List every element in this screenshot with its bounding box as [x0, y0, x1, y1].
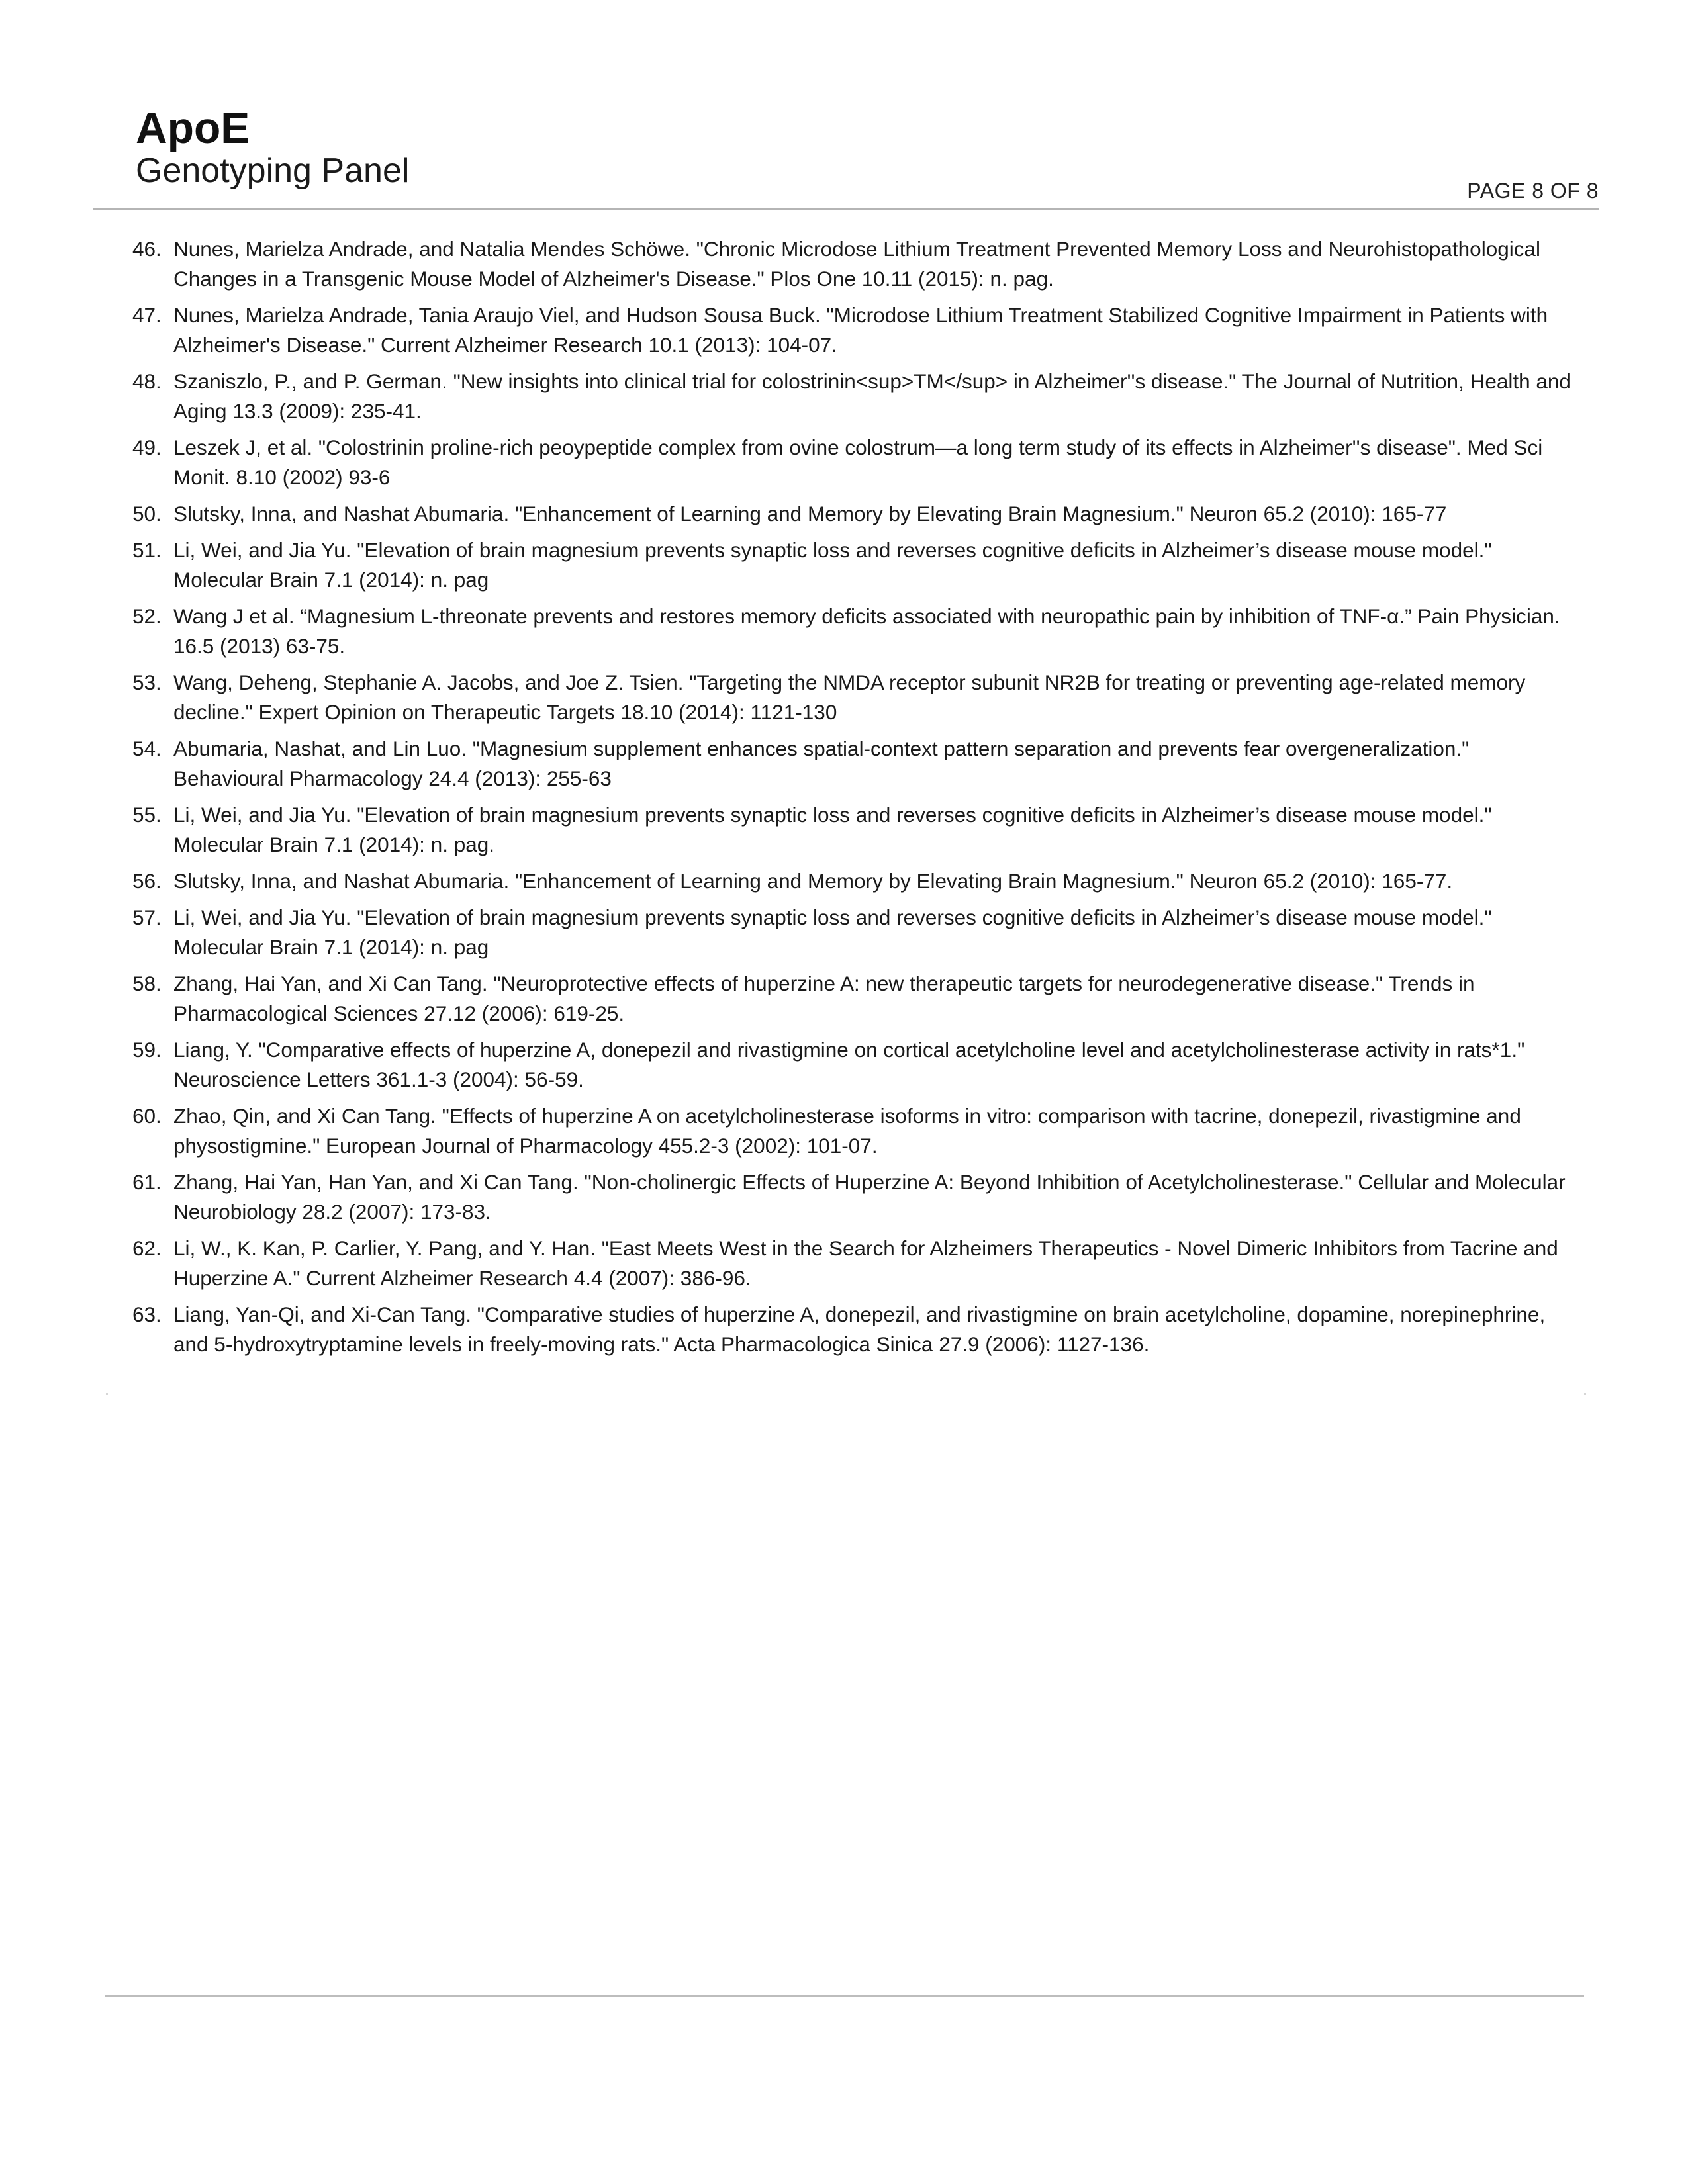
page-corner-mark — [1584, 1393, 1586, 1395]
reference-text: Liang, Yan-Qi, and Xi-Can Tang. "Comparative studies of huperzine A, donepezil, and rivastigmine on brain acetylcholine, dopamine, norepinephrine, and 5-hydroxytryptamine levels in freely-moving rats." Acta Pharmacologica Sinica 27.9 (2006): 1127-136. — [173, 1302, 1546, 1356]
reference-text: Wang, Deheng, Stephanie A. Jacobs, and Joe Z. Tsien. "Targeting the NMDA receptor subunit NR2B for treating or preventing age-related memory decline." Expert Opinion on Therapeutic Targets 18.10 (2014): 1121-130 — [173, 670, 1526, 724]
reference-number: 58. — [132, 972, 162, 995]
reference-number: 51. — [132, 538, 162, 562]
reference-number: 49. — [132, 435, 162, 459]
document-subtitle: Genotyping Panel — [136, 152, 410, 190]
reference-number: 55. — [132, 803, 162, 827]
reference-text: Nunes, Marielza Andrade, and Natalia Mendes Schöwe. "Chronic Microdose Lithium Treatment Prevented Memory Loss and Neurohistopathological Changes in a Transgenic Mouse Model of Alzheimer's Disease." Plos One 10.11 (2015): n. pag. — [173, 237, 1541, 291]
reference-number: 50. — [132, 502, 162, 525]
reference-text: Li, W., K. Kan, P. Carlier, Y. Pang, and Y. Han. "East Meets West in the Search for Alzheimers Therapeutics - Novel Dimeric Inhibitors from Tacrine and Huperzine A." Current Alzheimer Research 4.4 (2007): 386-96. — [173, 1236, 1558, 1290]
reference-item — [132, 800, 1575, 860]
reference-number: 56. — [132, 869, 162, 893]
reference-list — [132, 234, 1575, 1366]
reference-item — [132, 300, 1575, 360]
reference-text: Zhang, Hai Yan, Han Yan, and Xi Can Tang. "Non-cholinergic Effects of Huperzine A: Beyond Inhibition of Acetylcholinesterase." Cellular and Molecular Neurobiology 28.2 (2007): 173-83. — [173, 1170, 1566, 1224]
reference-number: 53. — [132, 670, 162, 694]
reference-text: Szaniszlo, P., and P. German. "New insights into clinical trial for colostrinin<sup>TM</sup> in Alzheimer''s disease." The Journal of Nutrition, Health and Aging 13.3 (2009): 235-41. — [173, 369, 1571, 423]
reference-text: Zhao, Qin, and Xi Can Tang. "Effects of huperzine A on acetylcholinesterase isoforms in vitro: comparison with tacrine, donepezil, rivastigmine and physostigmine." European Journal of Pharmacology 455.2-3 (2002): 101-07. — [173, 1104, 1521, 1158]
reference-item — [132, 668, 1575, 727]
reference-item — [132, 1101, 1575, 1161]
page-corner-mark — [106, 1393, 108, 1395]
reference-item — [132, 499, 1575, 529]
reference-text: Liang, Y. "Comparative effects of huperzine A, donepezil and rivastigmine on cortical acetylcholine level and acetylcholinesterase activity in rats*1." Neuroscience Letters 361.1-3 (2004): 56-59. — [173, 1038, 1525, 1091]
reference-item — [132, 1234, 1575, 1293]
reference-item — [132, 535, 1575, 595]
reference-text: Li, Wei, and Jia Yu. "Elevation of brain magnesium prevents synaptic loss and reverses cognitive deficits in Alzheimer’s disease mouse model." Molecular Brain 7.1 (2014): n. pag. — [173, 803, 1492, 856]
reference-item — [132, 433, 1575, 492]
reference-item — [132, 1300, 1575, 1359]
page-header — [0, 0, 1688, 212]
reference-item — [132, 602, 1575, 661]
reference-item — [132, 969, 1575, 1028]
footer-divider — [105, 1995, 1584, 1997]
reference-item — [132, 734, 1575, 794]
reference-number: 61. — [132, 1170, 162, 1194]
reference-number: 59. — [132, 1038, 162, 1062]
reference-text: Wang J et al. “Magnesium L-threonate prevents and restores memory deficits associated with neuropathic pain by inhibition of TNF-α.” Pain Physician. 16.5 (2013) 63-75. — [173, 604, 1560, 658]
reference-number: 62. — [132, 1236, 162, 1260]
reference-text: Slutsky, Inna, and Nashat Abumaria. "Enhancement of Learning and Memory by Elevating Brain Magnesium." Neuron 65.2 (2010): 165-77. — [173, 869, 1453, 893]
reference-item — [132, 1167, 1575, 1227]
reference-number: 46. — [132, 237, 162, 261]
header-divider — [93, 208, 1599, 210]
reference-number: 52. — [132, 604, 162, 628]
reference-text: Abumaria, Nashat, and Lin Luo. "Magnesium supplement enhances spatial-context pattern separation and prevents fear overgeneralization." Behavioural Pharmacology 24.4 (2013): 255-63 — [173, 737, 1470, 790]
reference-text: Zhang, Hai Yan, and Xi Can Tang. "Neuroprotective effects of huperzine A: new therapeutic targets for neurodegenerative disease." Trends in Pharmacological Sciences 27.12 (2006): 619-25. — [173, 972, 1475, 1025]
reference-item — [132, 903, 1575, 962]
reference-item — [132, 367, 1575, 426]
reference-text: Li, Wei, and Jia Yu. "Elevation of brain magnesium prevents synaptic loss and reverses cognitive deficits in Alzheimer’s disease mouse model." Molecular Brain 7.1 (2014): n. pag — [173, 538, 1492, 592]
document-title: ApoE — [136, 103, 250, 152]
page-number: PAGE 8 OF 8 — [1467, 179, 1599, 203]
reference-number: 60. — [132, 1104, 162, 1128]
reference-number: 63. — [132, 1302, 162, 1326]
reference-number: 54. — [132, 737, 162, 760]
reference-number: 57. — [132, 905, 162, 929]
reference-item — [132, 234, 1575, 294]
reference-text: Li, Wei, and Jia Yu. "Elevation of brain magnesium prevents synaptic loss and reverses cognitive deficits in Alzheimer’s disease mouse model." Molecular Brain 7.1 (2014): n. pag — [173, 905, 1492, 959]
reference-text: Nunes, Marielza Andrade, Tania Araujo Viel, and Hudson Sousa Buck. "Microdose Lithium Treatment Stabilized Cognitive Impairment in Patients with Alzheimer's Disease." Current Alzheimer Research 10.1 (2013): 104-07. — [173, 303, 1548, 357]
reference-number: 47. — [132, 303, 162, 327]
reference-item — [132, 866, 1575, 896]
reference-text: Slutsky, Inna, and Nashat Abumaria. "Enhancement of Learning and Memory by Elevating Brain Magnesium." Neuron 65.2 (2010): 165-77 — [173, 502, 1447, 525]
reference-text: Leszek J, et al. "Colostrinin proline-rich peoypeptide complex from ovine colostrum—a long term study of its effects in Alzheimer''s disease". Med Sci Monit. 8.10 (2002) 93-6 — [173, 435, 1543, 489]
reference-number: 48. — [132, 369, 162, 393]
reference-item — [132, 1035, 1575, 1095]
